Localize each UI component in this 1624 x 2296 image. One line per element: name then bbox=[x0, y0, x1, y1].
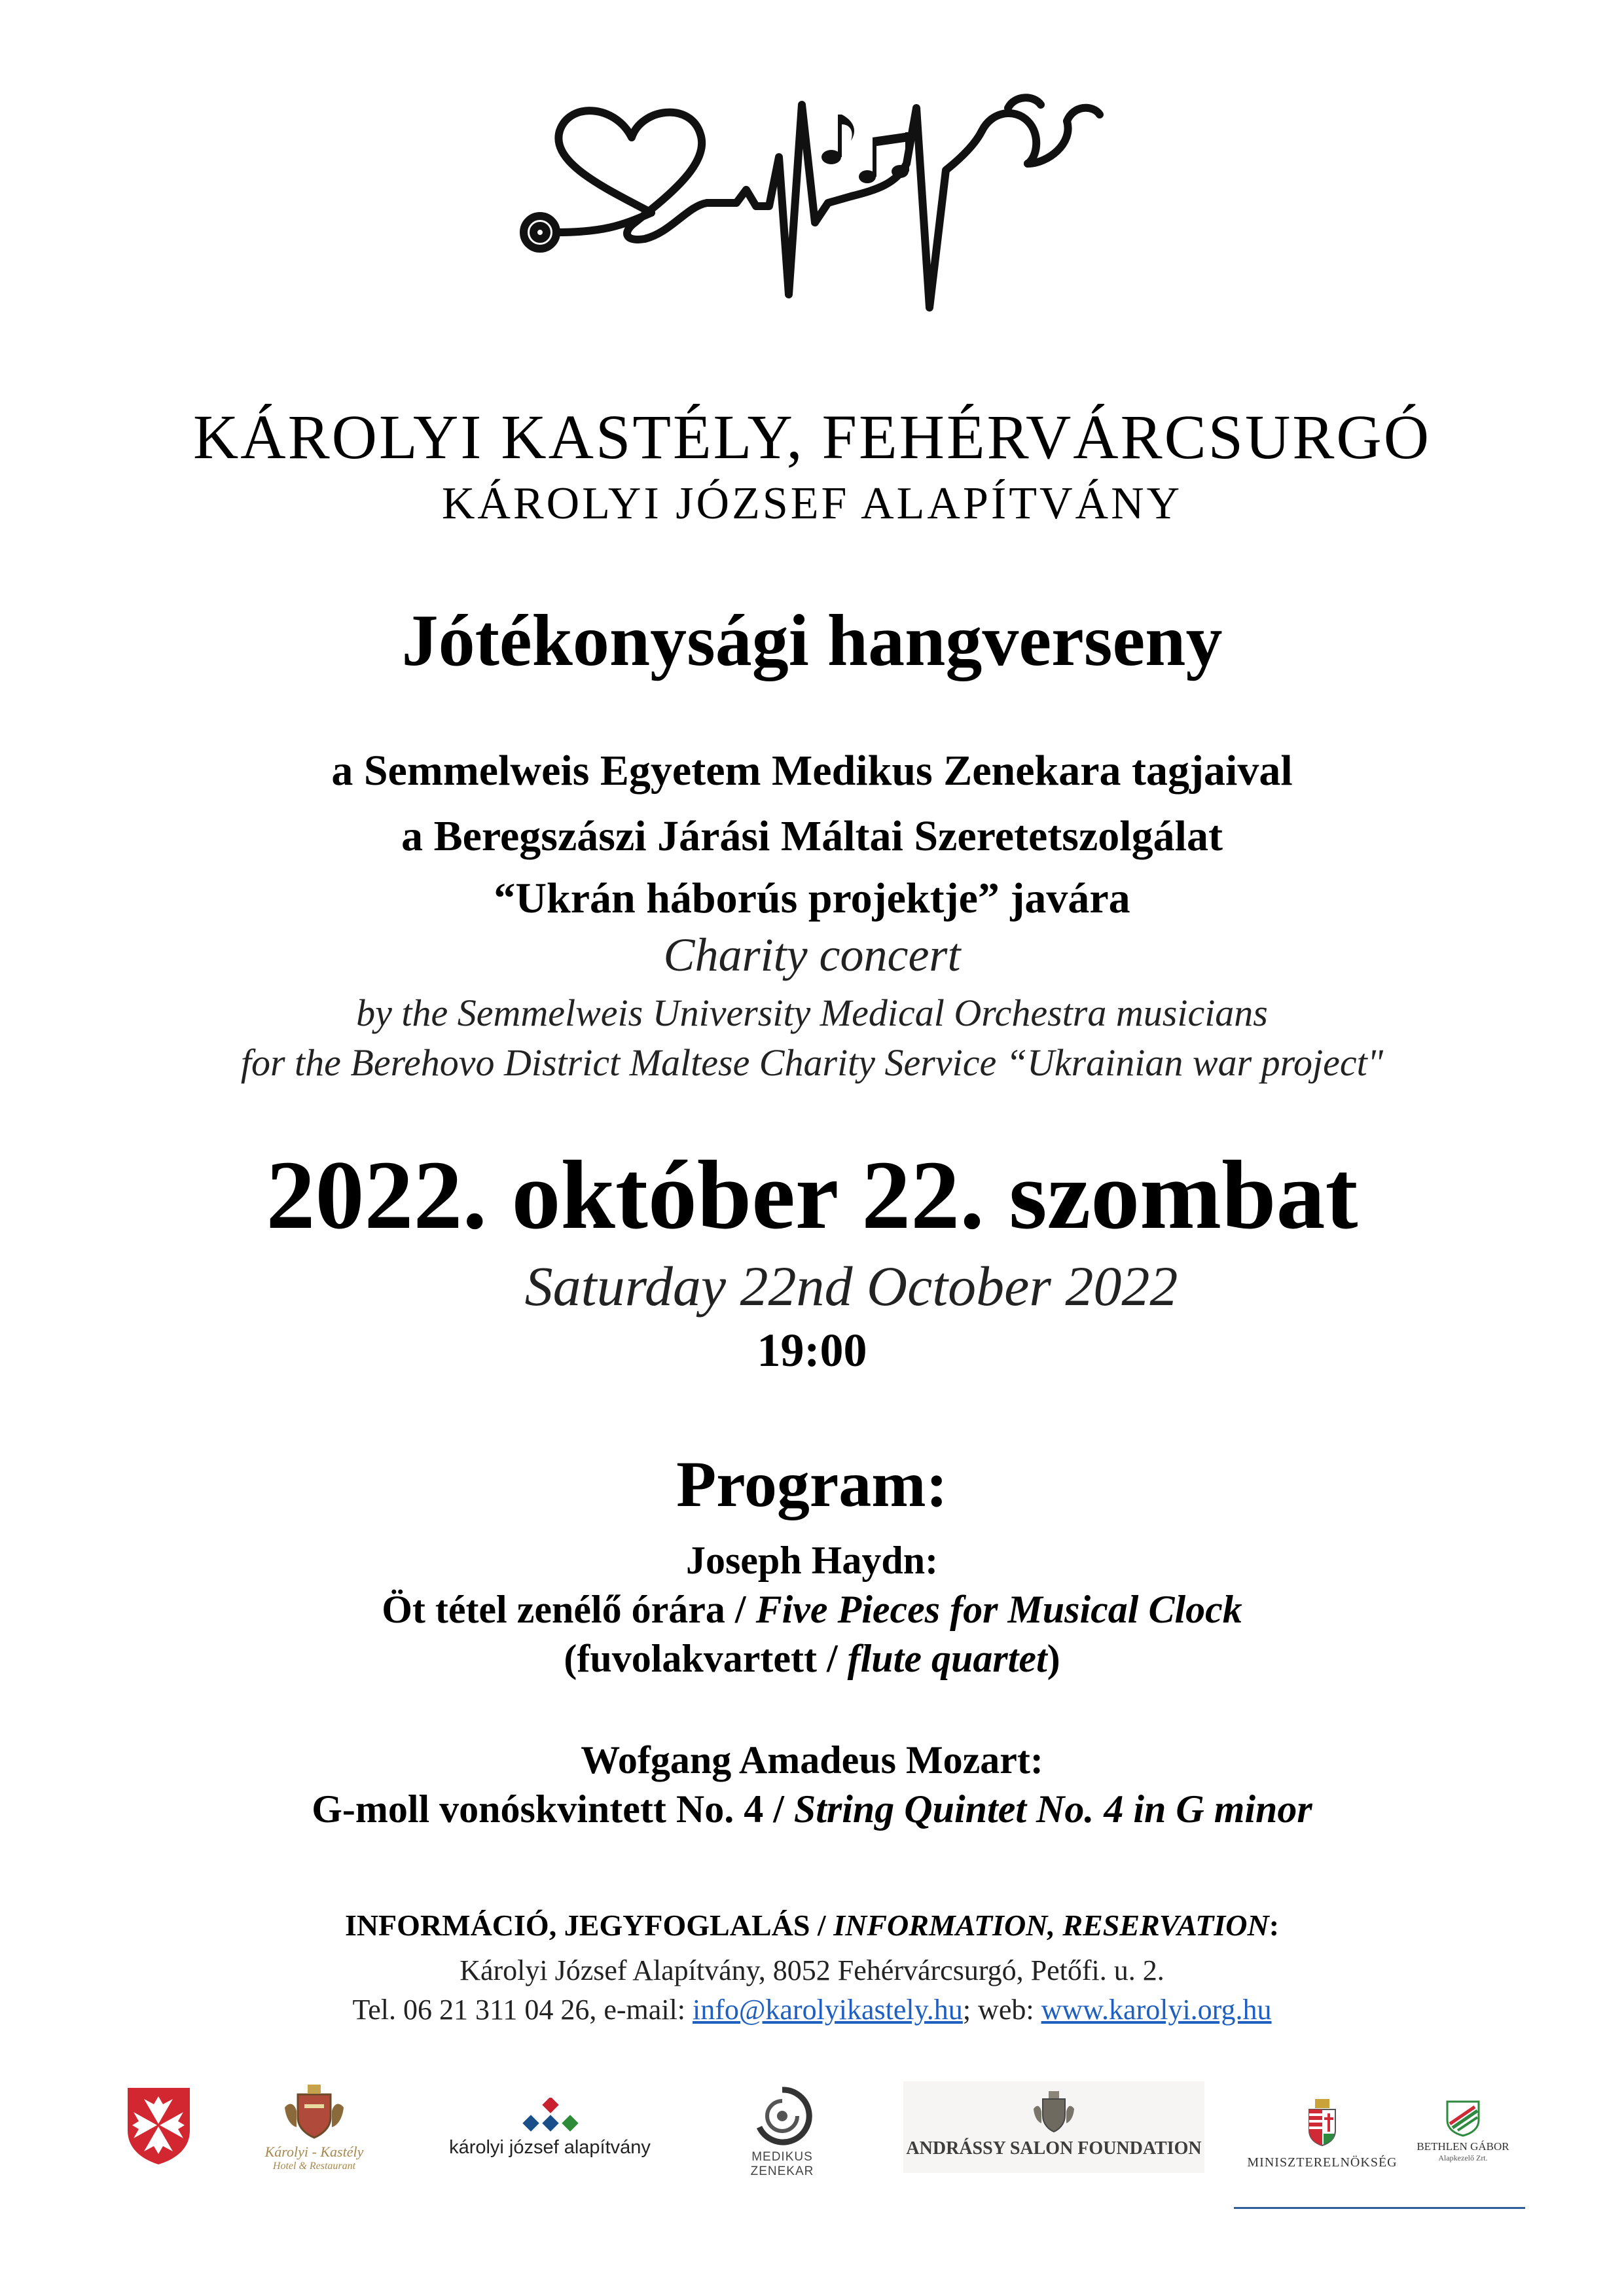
castle-line1: Károlyi - Kastély bbox=[264, 2144, 364, 2160]
andrassy-salon-foundation-logo bbox=[903, 2081, 1204, 2173]
info-heading-colon: : bbox=[1269, 1909, 1280, 1942]
orchestra-circle-icon bbox=[749, 2085, 815, 2147]
crest-icon bbox=[278, 2081, 350, 2140]
program-item1-ensemble bbox=[0, 1636, 1624, 1681]
info-address: Károlyi József Alapítvány, 8052 Fehérvárcsurgó, Petőfi. u. 2. bbox=[460, 1954, 1164, 1986]
web-label: ; web: bbox=[962, 1994, 1041, 2026]
info-heading bbox=[0, 1908, 1624, 1943]
bethlen-gabor-logo bbox=[1407, 2098, 1519, 2183]
program-heading: Program: bbox=[676, 1448, 948, 1520]
info-contact bbox=[0, 1993, 1624, 2026]
info-heading-en: INFORMATION, RESERVATION bbox=[833, 1909, 1269, 1942]
web-link[interactable]: www.karolyi.org.hu bbox=[1041, 1994, 1272, 2026]
diamonds-icon bbox=[511, 2098, 589, 2134]
medikus-line1: MEDIKUS bbox=[751, 2150, 813, 2164]
crest-icon bbox=[1031, 2089, 1077, 2135]
event-line2-hu: a Beregszászi Járási Máltai Szeretetszolgálat bbox=[401, 812, 1223, 860]
event-time: 19:00 bbox=[757, 1324, 867, 1376]
bethlen-line2: Alapkezelő Zrt. bbox=[1438, 2153, 1488, 2162]
shield-stripes-icon bbox=[1443, 2098, 1483, 2137]
medikus-zenekar-logo bbox=[740, 2085, 825, 2183]
date-hu: 2022. október 22. szombat bbox=[266, 1141, 1358, 1249]
program-item1-composer: Joseph Haydn: bbox=[685, 1539, 939, 1582]
miniszterelnokseg-logo bbox=[1244, 2098, 1401, 2183]
ministry-label: MINISZTERELNÖKSÉG bbox=[1247, 2155, 1398, 2170]
castle-line2: Hotel & Restaurant bbox=[272, 2161, 356, 2172]
venue-title: KÁROLYI KASTÉLY, FEHÉRVÁRCSURGÓ bbox=[192, 402, 1432, 472]
date-en: Saturday 22nd October 2022 bbox=[524, 1255, 1178, 1318]
event-title-en: Charity concert bbox=[663, 929, 961, 981]
event-line3-hu: “Ukrán háborús projektje” javára bbox=[494, 874, 1130, 922]
ensemble-en: flute quartet bbox=[847, 1637, 1047, 1680]
tel-label: Tel. 06 21 311 04 26, e-mail: bbox=[352, 1994, 693, 2026]
program-item1-title-hu: Öt tétel zenélő órára / bbox=[382, 1588, 756, 1631]
heartbeat-stethoscope-logo bbox=[511, 92, 1152, 327]
program-item1-title bbox=[0, 1587, 1624, 1632]
karolyi-jozsef-alapitvany-logo bbox=[432, 2098, 668, 2157]
program-item2-title-en: String Quintet No. 4 in G minor bbox=[793, 1787, 1312, 1831]
program-item2-title bbox=[0, 1787, 1624, 1832]
karolyi-castle-logo bbox=[249, 2081, 380, 2179]
footer-divider bbox=[1234, 2207, 1525, 2209]
info-heading-hu: INFORMÁCIÓ, JEGYFOGLALÁS / bbox=[344, 1909, 834, 1942]
ensemble-open: (fuvolakvartett / bbox=[564, 1637, 848, 1680]
event-line2-en: for the Berehovo District Maltese Charity Service “Ukrainian war project" bbox=[240, 1041, 1384, 1084]
program-item2-title-hu: G-moll vonóskvintett No. 4 / bbox=[312, 1787, 794, 1831]
foundation-name: KÁROLYI JÓZSEF ALAPÍTVÁNY bbox=[441, 478, 1183, 529]
kja-label: károlyi józsef alapítvány bbox=[449, 2137, 651, 2158]
bethlen-line1: BETHLEN GÁBOR bbox=[1416, 2140, 1509, 2153]
ensemble-close: ) bbox=[1047, 1637, 1060, 1680]
event-title-hu: Jótékonysági hangverseny bbox=[401, 600, 1223, 681]
program-item2-composer: Wofgang Amadeus Mozart: bbox=[581, 1738, 1043, 1782]
event-line1-hu: a Semmelweis Egyetem Medikus Zenekara tagjaival bbox=[331, 747, 1293, 795]
program-item1-title-en: Five Pieces for Musical Clock bbox=[755, 1588, 1242, 1631]
maltese-cross-logo bbox=[124, 2085, 193, 2166]
andrassy-label: ANDRÁSSY SALON FOUNDATION bbox=[906, 2138, 1202, 2159]
hungarian-coat-of-arms-icon bbox=[1306, 2098, 1339, 2147]
event-line1-en: by the Semmelweis University Medical Orchestra musicians bbox=[356, 992, 1268, 1034]
email-link[interactable]: info@karolyikastely.hu bbox=[693, 1994, 963, 2026]
medikus-line2: ZENEKAR bbox=[750, 2164, 814, 2178]
